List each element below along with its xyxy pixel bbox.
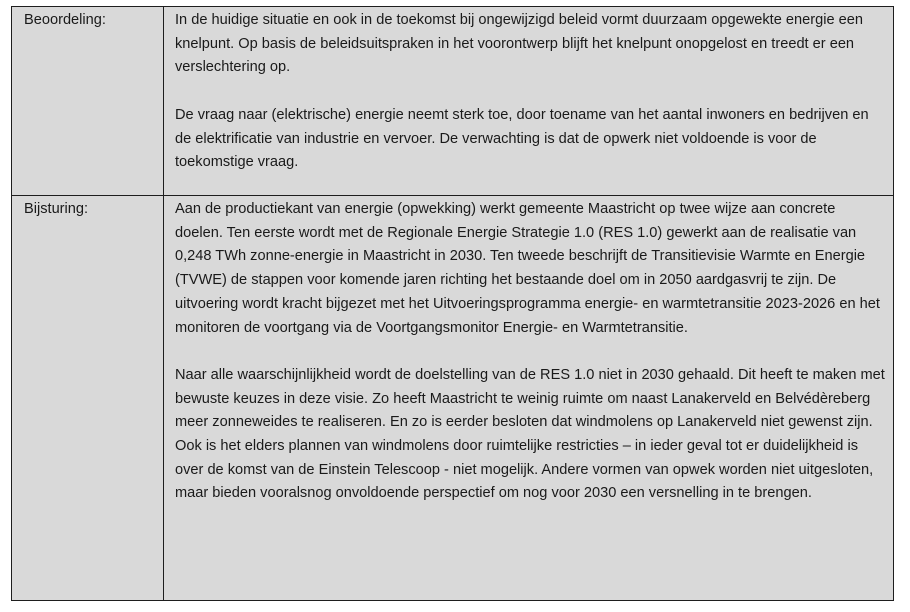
bijsturing-paragraph-1: Aan de productiekant van energie (opwekking) werkt gemeente Maastricht op twee wijze aan concrete doelen. Ten eerste wordt met de Regionale Energie Strategie 1.0 (RES 1.0) gewerkt aan de realisatie van 0,248 TWh zonne-energie in Maastricht in 2030. Ten tweede beschrijft de Transitievisie Warmte en Energie (TVWE) de stappen voor komende jaren richting het bestaande doel om in 2050 aardgasvrij te zijn. De uitvoering wordt kracht bijgezet met het Uitvoeringsprogramma energie- en warmtetransitie 2023-2026 en het monitoren de voortgang via de Voortgangsmonitor Energie- en Warmtetransitie. (175, 201, 880, 336)
table-row-bijsturing (12, 196, 894, 601)
row-label-beoordeling: Beoordeling: (24, 12, 106, 28)
row-label-bijsturing: Bijsturing: (24, 201, 89, 217)
row-content-cell (164, 7, 894, 196)
row-content-cell (164, 196, 894, 601)
bijsturing-paragraph-2: Naar alle waarschijnlijkheid wordt de doelstelling van de RES 1.0 niet in 2030 gehaald. Dit heeft te maken met bewuste keuzes in deze visie. Zo heeft Maastricht te weinig ruimte om naast Lanakerveld en Belvédèreberg meer zonneweides te realiseren. En zo is eerder besloten dat windmolens op Lanakerveld niet gewenst zijn. Ook is het elders plannen van windmolens door ruimtelijke restricties – in ieder geval tot er duidelijkheid is over de komst van de Einstein Telescoop - niet mogelijk. Andere vormen van opwek worden niet uitgesloten, maar bieden vooralsnog onvoldoende perspectief om nog voor 2030 een versnelling in te brengen. (175, 366, 885, 502)
beoordeling-paragraph-2: De vraag naar (elektrische) energie neemt sterk toe, door toename van het aantal inwoners en bedrijven en de elektrificatie van industrie en vervoer. De verwachting is dat de opwerk niet voldoende is voor de toekomstige vraag. (175, 106, 869, 171)
beoordeling-paragraph-1: In de huidige situatie en ook in de toekomst bij ongewijzigd beleid vormt duurzaam opgewekte energie een knelpunt. Op basis de beleidsuitspraken in het voorontwerp blijft het knelpunt onopgelost en treedt er een verslechtering op. (175, 12, 863, 76)
row-label-cell (12, 7, 164, 196)
row-label-cell (12, 196, 164, 601)
assessment-table (11, 6, 894, 601)
table-row-beoordeling (12, 7, 894, 196)
